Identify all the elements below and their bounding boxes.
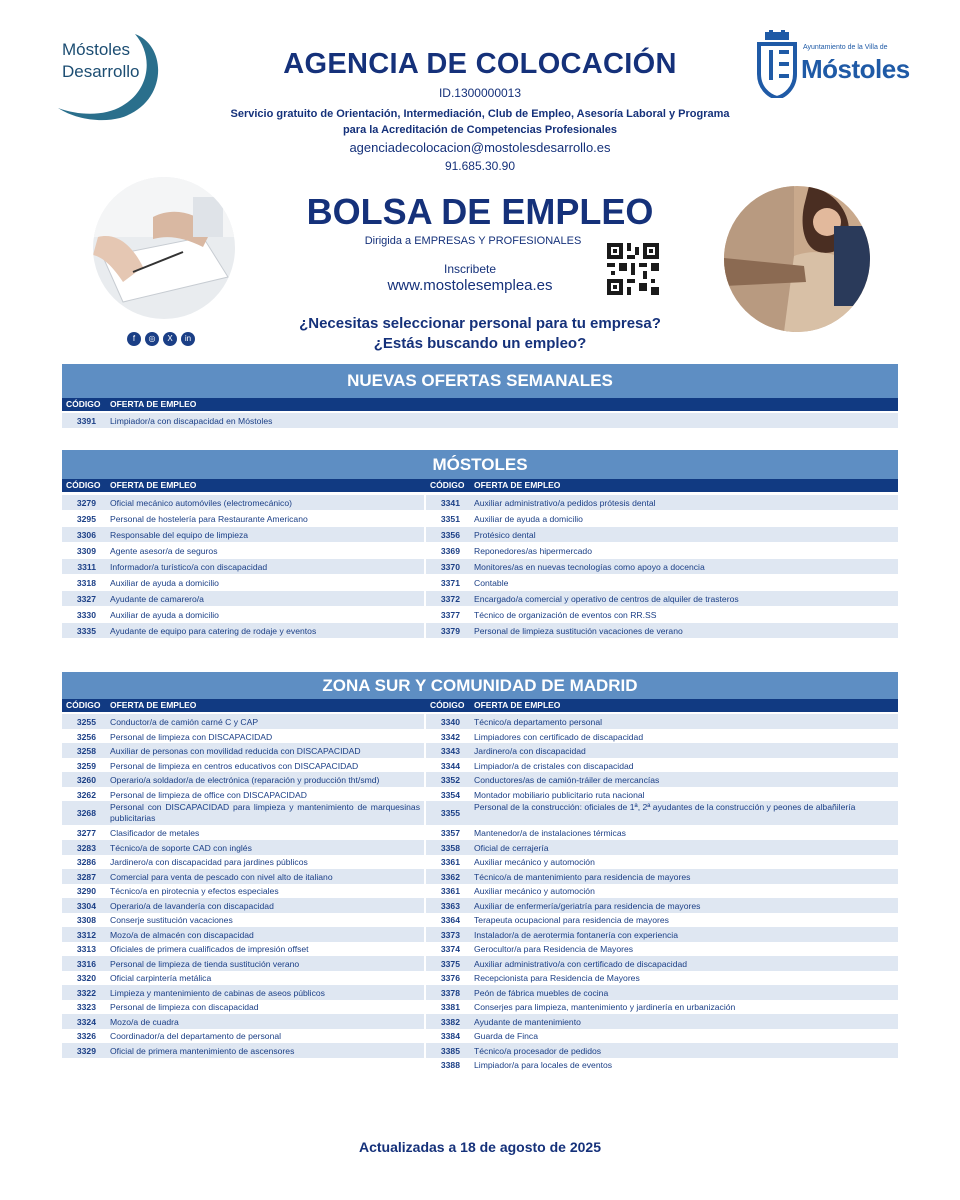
- offer-code: 3354: [440, 789, 460, 800]
- offer-code: 3311: [77, 562, 96, 572]
- offer-code: 3312: [76, 929, 96, 940]
- table-row: [426, 985, 898, 1000]
- table-row: [426, 623, 898, 638]
- table-row: [62, 840, 424, 855]
- offer-title[interactable]: Personal de limpieza de office con DISCAPACIDAD: [110, 789, 307, 800]
- table-row: [62, 787, 424, 802]
- offer-code: 3379: [440, 626, 460, 636]
- table-row: [62, 999, 424, 1014]
- table-row: [426, 559, 898, 574]
- table-row: [62, 511, 424, 526]
- code-header: CÓDIGO: [66, 480, 101, 490]
- offer-title[interactable]: Ayudante de mantenimiento: [474, 1016, 581, 1027]
- logo-right-name: Móstoles: [801, 54, 910, 84]
- offer-code: 3382: [440, 1016, 460, 1027]
- website-link[interactable]: www.mostolesemplea.es: [387, 277, 553, 294]
- logo-left-line2: Desarrollo: [62, 62, 140, 81]
- table-row: [426, 999, 898, 1014]
- table-row: [62, 607, 424, 622]
- offer-code: 3374: [440, 944, 460, 954]
- table-row: [426, 912, 898, 927]
- service-line-1: Servicio gratuito de Orientación, Intermediación, Club de Empleo, Asesoría Laboral y Programa: [230, 108, 730, 120]
- offer-code: 3295: [76, 514, 96, 524]
- offer-title[interactable]: Operario/a de lavandería con discapacidad: [110, 900, 274, 911]
- offer-title[interactable]: Auxiliar mecánico y automoción: [474, 857, 595, 867]
- offer-code: 3385: [440, 1045, 460, 1056]
- table-row: [426, 758, 898, 773]
- offer-code: 3268: [76, 808, 96, 818]
- x-twitter-icon[interactable]: X: [163, 332, 177, 346]
- table-row: [62, 941, 424, 956]
- offer-title[interactable]: Terapeuta ocupacional para residencia de mayores: [474, 915, 669, 925]
- code-header-right: CÓDIGO: [430, 480, 465, 490]
- table-row: [426, 511, 898, 526]
- table-row: [62, 714, 424, 729]
- logo-right-subtitle: Ayuntamiento de la Villa de: [803, 44, 888, 51]
- offer-title[interactable]: Auxiliar de ayuda a domicilio: [474, 514, 583, 524]
- offer-code: 3344: [440, 760, 460, 771]
- offer-title[interactable]: Reponedores/as hipermercado: [474, 546, 592, 556]
- offer-code: 3327: [76, 594, 96, 604]
- table-row: [62, 413, 898, 428]
- facebook-icon[interactable]: f: [127, 332, 141, 346]
- offer-code: 3372: [440, 594, 460, 604]
- offer-title[interactable]: Limpiador/a para locales de eventos: [474, 1060, 613, 1070]
- offer-code: 3343: [440, 746, 460, 756]
- email-link[interactable]: agenciadecolocacion@mostolesdesarrollo.es: [349, 140, 611, 155]
- offer-code: 3283: [76, 842, 96, 853]
- offer-code: 3388: [440, 1060, 460, 1070]
- offer-code: 3342: [440, 731, 460, 742]
- offer-code: 3356: [440, 530, 460, 540]
- offer-title[interactable]: Oficial de primera mantenimiento de ascensores: [110, 1045, 295, 1056]
- ayuntamiento-mostoles-logo: [757, 30, 910, 102]
- table-row: [426, 825, 898, 840]
- offer-title[interactable]: Personal de la construcción: oficiales de 1ª, 2ª ayudantes de la construcción y peones de albañilería: [474, 802, 856, 812]
- table-row: [426, 1014, 898, 1029]
- offer-title[interactable]: Responsable del equipo de limpieza: [110, 530, 249, 540]
- offer-code: 3290: [76, 886, 96, 896]
- offer-code: 3341: [440, 498, 460, 508]
- offer-title[interactable]: Auxiliar administrativo/a con certificado de discapacidad: [474, 958, 688, 969]
- table-row: [62, 623, 424, 638]
- offer-header: OFERTA DE EMPLEO: [110, 700, 197, 710]
- code-header: CÓDIGO: [66, 700, 101, 710]
- offer-title[interactable]: Auxiliar de personas con movilidad reducida con DISCAPACIDAD: [110, 746, 361, 756]
- instagram-icon[interactable]: ◎: [145, 332, 159, 346]
- qr-code-icon[interactable]: [607, 243, 659, 295]
- inscribe-label: Inscribete: [443, 262, 497, 276]
- agency-id: ID.1300000013: [438, 86, 522, 100]
- table-row: [426, 729, 898, 744]
- table-row: [426, 495, 898, 510]
- offer-code: 3351: [440, 514, 460, 524]
- offer-code: 3320: [76, 973, 96, 983]
- question-1: ¿Necesitas seleccionar personal para tu empresa?: [299, 315, 661, 332]
- offer-title[interactable]: Ayudante de camarero/a: [110, 594, 204, 604]
- offer-code: 3304: [76, 900, 96, 911]
- offer-title[interactable]: Limpiador/a de cristales con discapacidad: [474, 760, 634, 771]
- offer-title[interactable]: Oficial de cerrajería: [474, 842, 549, 853]
- offer-title[interactable]: Auxiliar de ayuda a domicilio: [110, 610, 219, 620]
- offer-title[interactable]: Personal de limpieza de tienda sustitución verano: [110, 958, 300, 969]
- table-row: [62, 772, 424, 787]
- offer-code: 3361: [440, 886, 460, 896]
- table-row: [62, 591, 424, 606]
- table-row: [426, 607, 898, 622]
- table-row: [426, 956, 898, 971]
- offer-code: 3258: [76, 746, 96, 756]
- table-row: [426, 591, 898, 606]
- offer-title[interactable]: Limpiador/a con discapacidad en Móstoles: [110, 416, 273, 426]
- offer-code: 3352: [440, 775, 460, 785]
- coat-of-arms-icon: [757, 30, 797, 98]
- table-row: [426, 527, 898, 542]
- mostoles-section-title: MÓSTOLES: [62, 450, 898, 479]
- table-row: [426, 970, 898, 985]
- offer-code: 3377: [440, 610, 460, 620]
- offer-title[interactable]: Limpiadores con certificado de discapacidad: [474, 731, 644, 742]
- offer-title[interactable]: Técnico/a de soporte CAD con inglés: [110, 842, 252, 853]
- offer-code: 3358: [440, 842, 460, 853]
- offer-title[interactable]: Encargado/a comercial y operativo de centros de alquiler de trasteros: [474, 594, 739, 604]
- offer-code: 3313: [76, 944, 96, 954]
- linkedin-icon[interactable]: in: [181, 332, 195, 346]
- offer-title[interactable]: Personal de hostelería para Restaurante Americano: [110, 514, 308, 524]
- offer-code: 3355: [440, 808, 460, 818]
- offer-title[interactable]: Coordinador/a del departamento de personal: [110, 1031, 282, 1041]
- offer-title[interactable]: Gerocultor/a para Residencia de Mayores: [474, 944, 634, 954]
- offer-code: 3375: [440, 958, 460, 969]
- code-header: CÓDIGO: [66, 399, 101, 409]
- table-row: [426, 575, 898, 590]
- bolsa-title: BOLSA DE EMPLEO: [306, 191, 654, 232]
- phone-number[interactable]: 91.685.30.90: [444, 159, 516, 173]
- offer-title[interactable]: Peón de fábrica muebles de cocina: [474, 987, 609, 998]
- offer-title[interactable]: Personal de limpieza sustitución vacaciones de verano: [474, 626, 683, 636]
- table-row: [62, 927, 424, 942]
- offer-title[interactable]: Conductores/as de camión-tráiler de mercancías: [474, 775, 660, 785]
- table-row: [62, 801, 424, 825]
- offer-code: 3369: [440, 546, 460, 556]
- offer-title[interactable]: Clasificador de metales: [110, 828, 200, 838]
- offer-code: 3371: [440, 578, 460, 588]
- offer-title[interactable]: Recepcionista para Residencia de Mayores: [474, 973, 640, 983]
- table-row: [62, 970, 424, 985]
- table-row: [426, 941, 898, 956]
- offer-header: OFERTA DE EMPLEO: [110, 480, 197, 490]
- offer-code: 3260: [76, 775, 96, 785]
- table-row: [426, 714, 898, 729]
- table-row: [62, 758, 424, 773]
- table-row: [426, 787, 898, 802]
- offer-code: 3326: [76, 1031, 96, 1041]
- bolsa-subtitle: Dirigida a EMPRESAS Y PROFESIONALES: [364, 235, 582, 247]
- table-row: [426, 840, 898, 855]
- offer-code: 3340: [440, 717, 460, 727]
- table-row: [426, 743, 898, 758]
- offer-title[interactable]: Técnico/a procesador de pedidos: [474, 1045, 602, 1056]
- table-row: [62, 1028, 424, 1043]
- offer-title[interactable]: Personal de limpieza con DISCAPACIDAD: [110, 731, 273, 742]
- offer-code: 3277: [76, 828, 96, 838]
- offer-code: 3309: [76, 546, 96, 556]
- offer-title[interactable]: Personal con DISCAPACIDAD para limpieza y mantenimiento de marquesinas publicitarias: [110, 802, 420, 823]
- weekly-section-title: NUEVAS OFERTAS SEMANALES: [62, 364, 898, 398]
- table-row: [426, 1057, 898, 1072]
- table-row: [62, 898, 424, 913]
- table-row: [62, 956, 424, 971]
- offer-title[interactable]: Técnico/a en pirotecnia y efectos especiales: [110, 886, 279, 896]
- offer-code: 3256: [76, 731, 96, 742]
- table-row: [62, 869, 424, 884]
- offer-title[interactable]: Auxiliar mecánico y automoción: [474, 886, 595, 896]
- table-row: [426, 1028, 898, 1043]
- offer-code: 3391: [76, 416, 96, 426]
- offer-code: 3381: [440, 1002, 460, 1012]
- zona-column-header: [62, 699, 898, 712]
- offer-code: 3378: [440, 987, 460, 998]
- offer-title[interactable]: Jardinero/a con discapacidad: [474, 746, 586, 756]
- offer-title[interactable]: Instalador/a de aerotermia fontanería con experiencia: [474, 929, 678, 940]
- table-row: [426, 772, 898, 787]
- table-row: [426, 898, 898, 913]
- weekly-column-header: [62, 398, 898, 411]
- offer-title[interactable]: Personal de limpieza en centros educativos con DISCAPACIDAD: [110, 760, 359, 771]
- offer-code: 3287: [76, 871, 96, 882]
- offer-code: 3384: [440, 1031, 460, 1041]
- table-row: [62, 985, 424, 1000]
- offer-title[interactable]: Mozo/a de almacén con discapacidad: [110, 929, 254, 940]
- logo-left-line1: Móstoles: [62, 40, 131, 59]
- table-row: [62, 495, 424, 510]
- offer-header-right: OFERTA DE EMPLEO: [474, 480, 561, 490]
- table-row: [62, 527, 424, 542]
- offer-title[interactable]: Técnico/a de mantenimiento para residencia de mayores: [474, 871, 691, 882]
- offer-title[interactable]: Jardinero/a con discapacidad para jardines públicos: [110, 857, 308, 867]
- offer-title[interactable]: Monitores/as en nuevas tecnologías como apoyo a docencia: [474, 562, 705, 572]
- table-row: [62, 1014, 424, 1029]
- offer-title[interactable]: Informador/a turístico/a con discapacidad: [110, 562, 268, 572]
- offer-code: 3376: [440, 973, 460, 983]
- offer-title[interactable]: Contable: [474, 578, 509, 588]
- offer-title[interactable]: Oficial carpintería metálica: [110, 973, 212, 983]
- offer-header-right: OFERTA DE EMPLEO: [474, 700, 561, 710]
- offer-code: 3357: [440, 828, 460, 838]
- offer-title[interactable]: Técnico de organización de eventos con RR.SS: [474, 610, 657, 620]
- offer-title[interactable]: Conductor/a de camión carné C y CAP: [110, 717, 259, 727]
- table-row: [426, 883, 898, 898]
- offer-title[interactable]: Guarda de Finca: [474, 1031, 539, 1041]
- offer-header: OFERTA DE EMPLEO: [110, 399, 197, 409]
- offer-title[interactable]: Ayudante de equipo para catering de rodaje y eventos: [110, 626, 317, 636]
- offer-title[interactable]: Conserje sustitución vacaciones: [110, 915, 233, 925]
- offer-title[interactable]: Oficial mecánico automóviles (electromecánico): [110, 498, 292, 508]
- offer-title[interactable]: Mozo/a de cuadra: [110, 1016, 179, 1027]
- table-row: [62, 883, 424, 898]
- table-row: [426, 1043, 898, 1058]
- offer-code: 3335: [76, 626, 96, 636]
- page-title: AGENCIA DE COLOCACIÓN: [283, 48, 677, 80]
- table-row: [426, 801, 898, 825]
- offer-title[interactable]: Operario/a soldador/a de electrónica (reparación y producción tht/smd): [110, 775, 380, 785]
- offer-title[interactable]: Auxiliar de enfermería/geriatría para residencia de mayores: [474, 900, 701, 911]
- offer-title[interactable]: Comercial para venta de pescado con nivel alto de italiano: [110, 871, 333, 882]
- offer-code: 3308: [76, 915, 96, 925]
- offer-title[interactable]: Mantenedor/a de instalaciones térmicas: [474, 828, 626, 838]
- zona-section-title: ZONA SUR Y COMUNIDAD DE MADRID: [62, 672, 898, 699]
- offer-code: 3286: [76, 857, 96, 867]
- table-row: [426, 869, 898, 884]
- updated-date: Actualizadas a 18 de agosto de 2025: [359, 1139, 601, 1155]
- offer-title[interactable]: Técnico/a departamento personal: [474, 717, 603, 727]
- offer-title[interactable]: Limpieza y mantenimiento de cabinas de aseos públicos: [110, 987, 325, 998]
- offer-title[interactable]: Montador mobiliario publicitario ruta nacional: [474, 789, 645, 800]
- table-row: [62, 743, 424, 758]
- offer-code: 3306: [76, 530, 96, 540]
- table-row: [62, 825, 424, 840]
- question-2: ¿Estás buscando un empleo?: [373, 335, 587, 352]
- offer-code: 3279: [76, 498, 96, 508]
- offer-title[interactable]: Auxiliar de ayuda a domicilio: [110, 578, 219, 588]
- code-header-right: CÓDIGO: [430, 700, 465, 710]
- offer-code: 3364: [440, 915, 460, 925]
- offer-code: 3361: [440, 857, 460, 867]
- offer-code: 3363: [440, 900, 460, 911]
- offer-code: 3318: [76, 578, 96, 588]
- offer-code: 3322: [76, 987, 96, 998]
- table-row: [426, 543, 898, 558]
- offer-title[interactable]: Conserjes para limpieza, mantenimiento y jardinería en urbanización: [474, 1002, 736, 1012]
- offer-code: 3330: [76, 610, 96, 620]
- table-row: [62, 854, 424, 869]
- offer-title[interactable]: Oficiales de primera cualificados de impresión offset: [110, 944, 309, 954]
- offer-code: 3324: [76, 1016, 96, 1027]
- offer-code: 3262: [76, 789, 96, 800]
- mostoles-column-header: [62, 479, 898, 492]
- offer-code: 3373: [440, 929, 460, 940]
- offer-code: 3370: [440, 562, 460, 572]
- offer-title[interactable]: Agente asesor/a de seguros: [110, 546, 218, 556]
- table-row: [62, 912, 424, 927]
- offer-code: 3362: [440, 871, 460, 882]
- table-row: [62, 559, 424, 574]
- table-row: [62, 543, 424, 558]
- table-row: [426, 854, 898, 869]
- offer-code: 3329: [76, 1045, 96, 1056]
- offer-title[interactable]: Auxiliar administrativo/a pedidos prótesis dental: [474, 498, 656, 508]
- table-row: [62, 1043, 424, 1058]
- table-row: [62, 575, 424, 590]
- offer-code: 3255: [76, 717, 96, 727]
- offer-code: 3316: [76, 958, 96, 969]
- offer-title[interactable]: Personal de limpieza con discapacidad: [110, 1002, 259, 1012]
- offer-code: 3323: [76, 1002, 96, 1012]
- offer-code: 3259: [76, 760, 96, 771]
- table-row: [426, 927, 898, 942]
- offer-title[interactable]: Protésico dental: [474, 530, 536, 540]
- service-line-2: para la Acreditación de Competencias Profesionales: [342, 124, 618, 136]
- table-row: [62, 729, 424, 744]
